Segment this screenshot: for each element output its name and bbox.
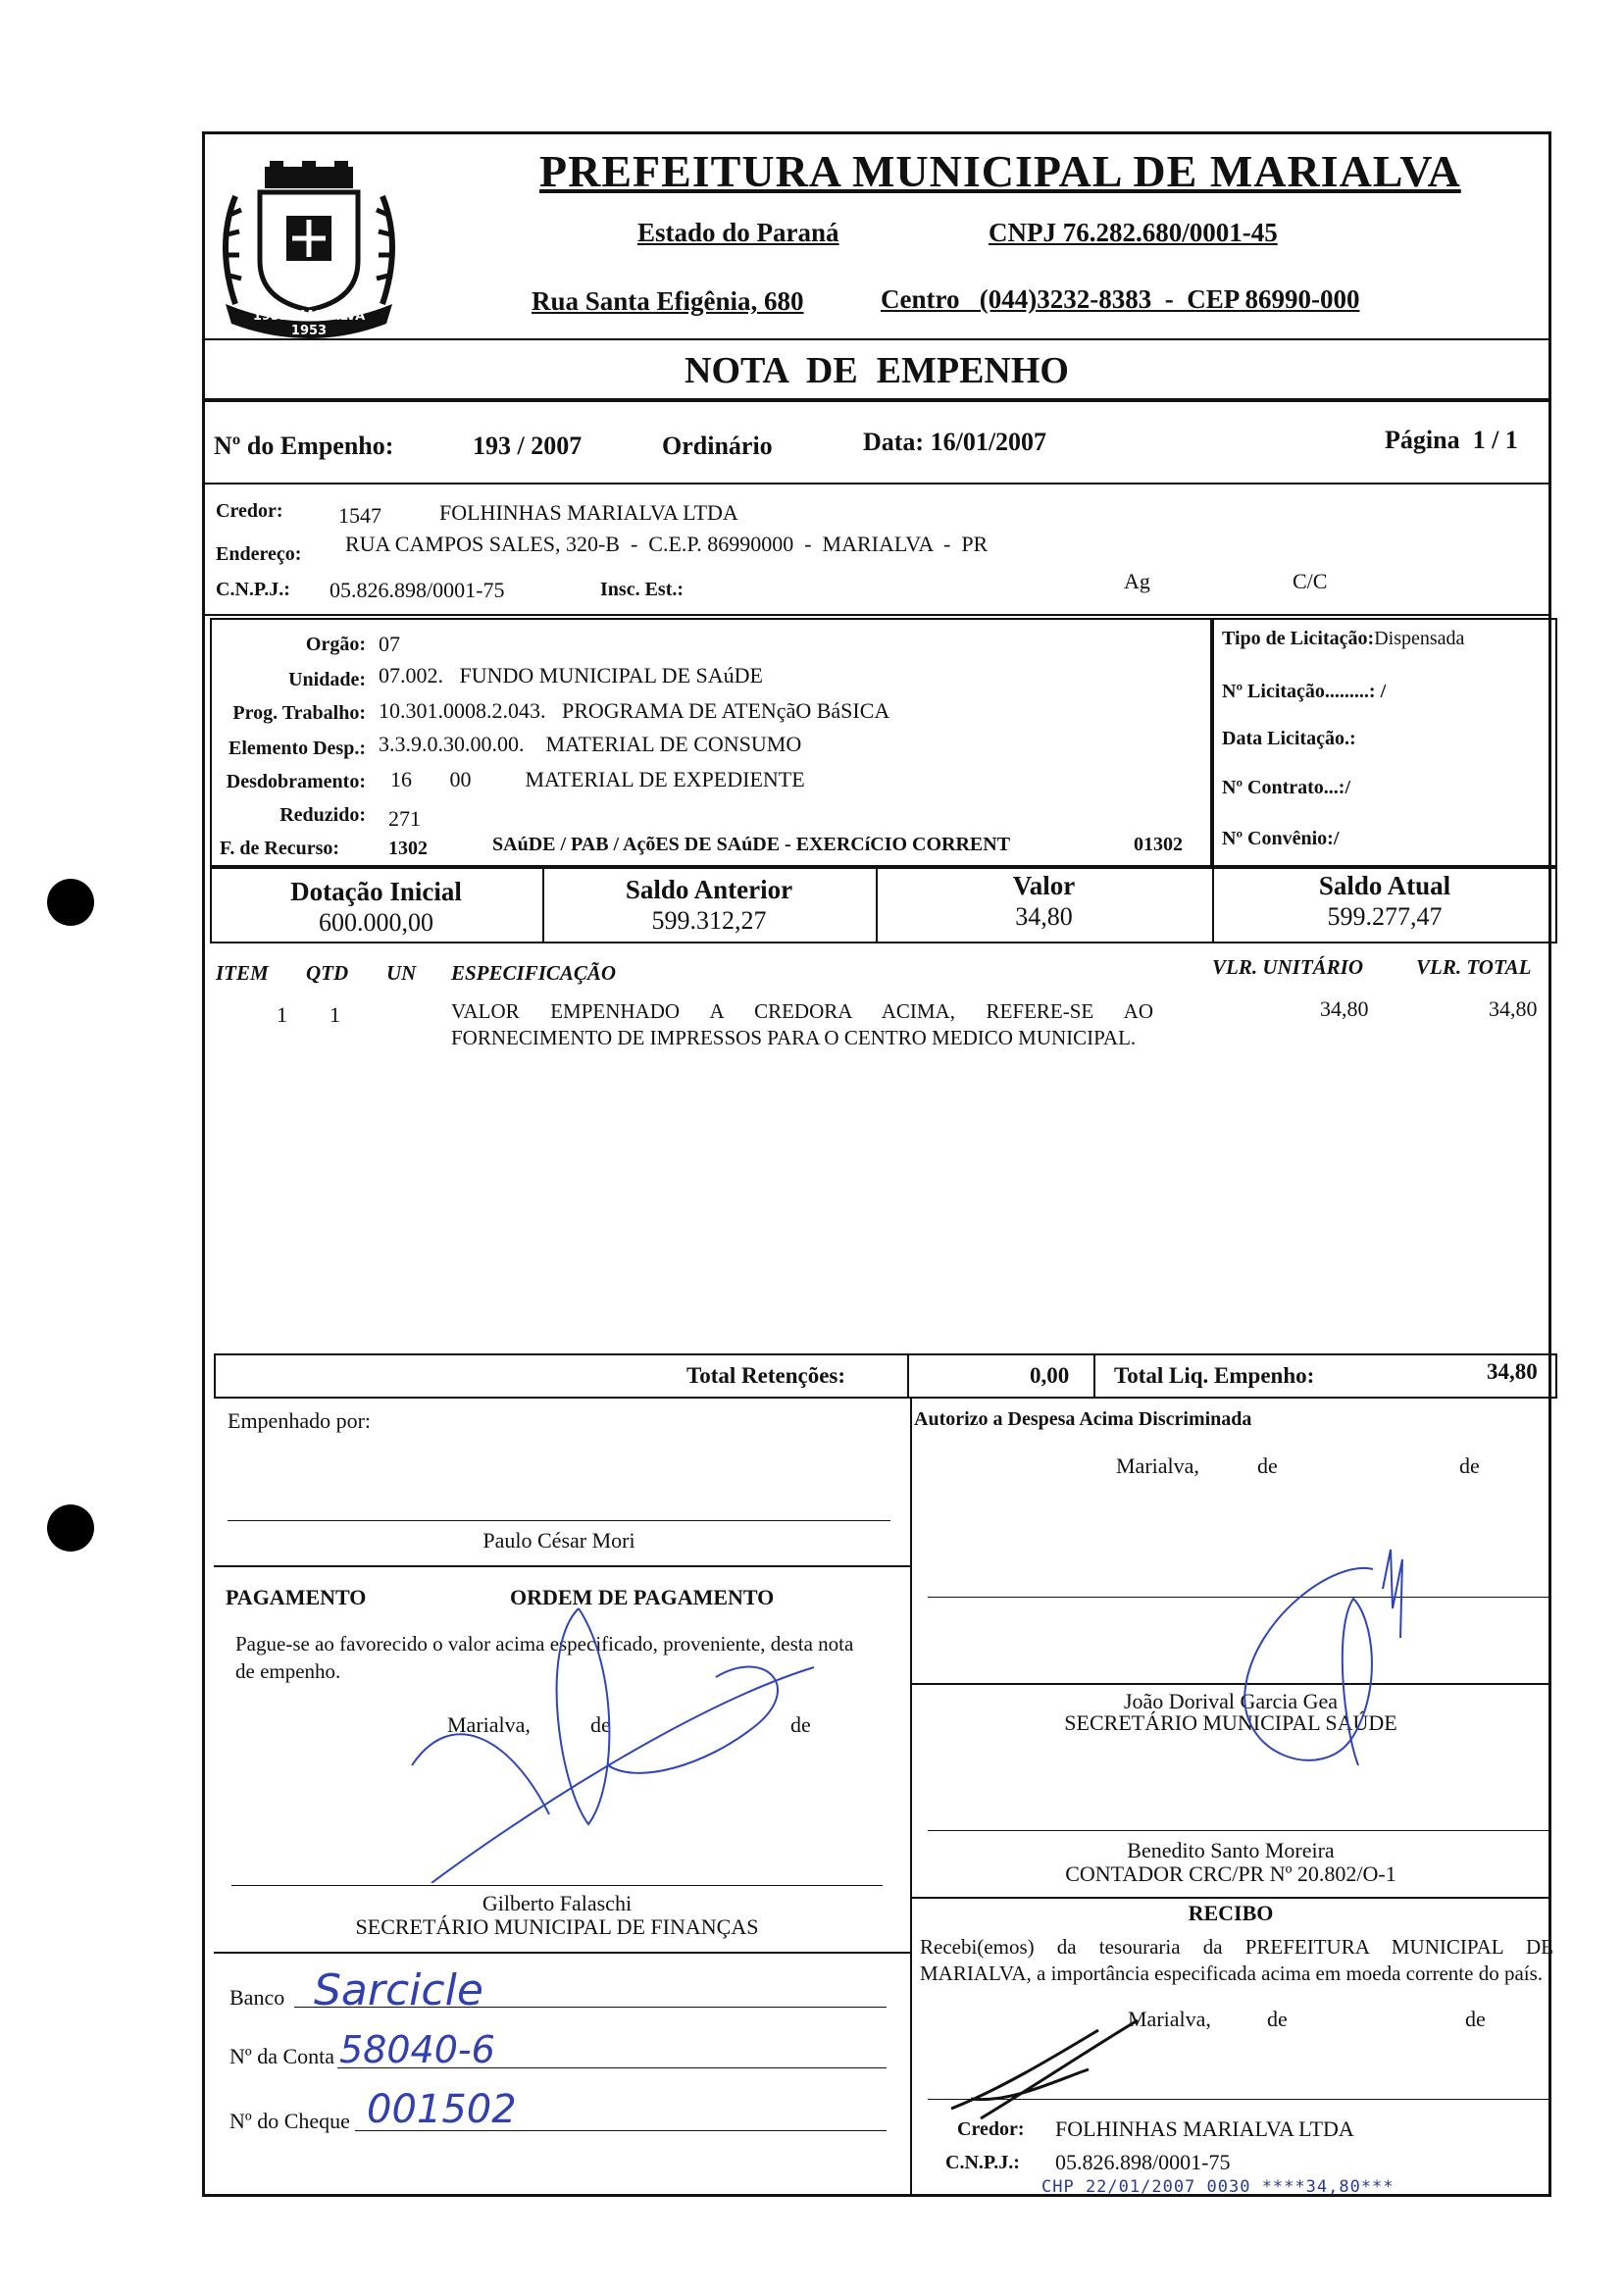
pagamento-label: PAGAMENTO <box>226 1585 367 1609</box>
coat-of-arms-logo <box>206 157 412 343</box>
empenho-number: 193 / 2007 <box>473 432 583 460</box>
divider <box>910 1399 912 2197</box>
col-header-vlr-unitario: VLR. UNITÁRIO <box>1212 955 1364 979</box>
orgao-label: Orgão: <box>305 634 366 655</box>
address-contact: Centro (044)3232-8383 - CEP 86990-000 <box>881 284 1360 314</box>
conta-line <box>337 2067 887 2068</box>
page-indicator: Página 1 / 1 <box>1385 426 1518 454</box>
row-especificacao: VALOR EMPENHADO A CREDORA ACIMA, REFERE-SE AO FORNECIMENTO DE IMPRESSOS PARA O CENTRO MEDICO MUNICIPAL. <box>451 999 1153 1049</box>
pagamento-city: Marialva, <box>447 1712 531 1737</box>
signature-pagamento <box>392 1589 834 1883</box>
contador-name: Benedito Santo Moreira <box>1127 1838 1335 1862</box>
col-header-un: UN <box>386 961 417 985</box>
autorizo-city: Marialva, <box>1116 1453 1199 1478</box>
recibo-city: Marialva, <box>1128 2007 1211 2031</box>
credor-name: FOLHINHAS MARIALVA LTDA <box>439 500 738 525</box>
endereco-value: RUA CAMPOS SALES, 320-B - C.E.P. 86990000 - MARIALVA - PR <box>345 532 989 556</box>
empenho-date: Data: 16/01/2007 <box>863 428 1047 456</box>
cnpj-value: 05.826.898/0001-75 <box>330 578 505 602</box>
pagamento-de1: de <box>590 1712 611 1737</box>
autorizo-de1: de <box>1257 1453 1278 1478</box>
cheque-label: Nº do Cheque <box>229 2109 350 2133</box>
recibo-de1: de <box>1267 2007 1288 2031</box>
row-item: 1 <box>277 1002 287 1027</box>
banco-label: Banco <box>229 1985 285 2010</box>
divider <box>214 1565 910 1567</box>
document-title: NOTA DE EMPENHO <box>685 350 1069 391</box>
reduzido-label: Reduzido: <box>279 804 366 826</box>
valor-value: 34,80 <box>1015 902 1073 931</box>
desdobramento-value: 16 00 MATERIAL DE EXPEDIENTE <box>390 767 805 791</box>
pagamento-text: Pague-se ao favorecido o valor acima especificado, proveniente, desta nota de empenho. <box>235 1632 854 1683</box>
fonte-recurso-label: F. de Recurso: <box>220 838 340 859</box>
valor-label: Valor <box>1012 871 1076 900</box>
col-header-qtd: QTD <box>306 961 349 985</box>
autorizo-de2: de <box>1459 1453 1480 1478</box>
cheque-value: 001502 <box>367 2087 517 2132</box>
divider <box>202 398 1551 402</box>
account-label: C/C <box>1293 569 1328 593</box>
reduzido-value: 271 <box>388 806 421 831</box>
col-header-item: ITEM <box>216 961 269 985</box>
agency-label: Ag <box>1124 569 1150 593</box>
orgao-value: 07 <box>379 632 400 656</box>
signature-line <box>228 1520 890 1521</box>
saldo-atual-label: Saldo Atual <box>1318 871 1451 900</box>
recibo-text: Recebi(emos) da tesouraria da PREFEITURA MUNICIPAL DE MARIALVA, a importância especificada acima em moeda corrente do país. <box>920 1935 1553 1985</box>
col-header-vlr-total: VLR. TOTAL <box>1416 955 1532 979</box>
prog-trabalho-value: 10.301.0008.2.043. PROGRAMA DE ATENçãO BáSICA <box>379 698 890 723</box>
credor-code: 1547 <box>338 503 381 528</box>
saldo-atual-value: 599.277,47 <box>1327 902 1443 931</box>
empenhado-por-name: Paulo César Mori <box>482 1528 635 1553</box>
signature-line <box>928 1830 1551 1831</box>
punch-hole-top <box>47 879 94 926</box>
empenho-number-label: Nº do Empenho: <box>214 432 394 460</box>
numero-contrato: Nº Contrato...:/ <box>1222 777 1351 798</box>
banco-line <box>294 2007 887 2008</box>
autorizo-label: Autorizo a Despesa Acima Discriminada <box>914 1408 1252 1430</box>
empenhado-por-label: Empenhado por: <box>228 1408 372 1433</box>
ordem-pagamento-label: ORDEM DE PAGAMENTO <box>510 1585 775 1609</box>
secretario-financas-name: Gilberto Falaschi <box>482 1891 633 1915</box>
conta-value: 58040-6 <box>339 2028 495 2071</box>
total-retencoes-label: Total Retenções: <box>686 1363 846 1388</box>
pagamento-de2: de <box>790 1712 811 1737</box>
conta-label: Nº da Conta <box>229 2044 335 2068</box>
punch-hole-bottom <box>47 1504 94 1552</box>
divider <box>910 1897 1551 1899</box>
divider <box>202 338 1551 340</box>
signature-autorizo <box>1138 1530 1432 1795</box>
total-liq-value: 34,80 <box>1487 1359 1538 1384</box>
street-address: Rua Santa Efigênia, 680 <box>532 286 804 316</box>
tipo-licitacao <box>1222 628 1464 650</box>
cnpj-label: C.N.P.J.: <box>216 579 290 600</box>
fonte-recurso-value: 1302 <box>388 838 428 859</box>
tipo-licitacao-label: Tipo de Licitação: <box>1222 628 1375 649</box>
prog-trabalho-label: Prog. Trabalho: <box>232 702 366 724</box>
tipo-licitacao-value: Dispensada <box>1374 628 1465 649</box>
dotacao-inicial-label: Dotação Inicial <box>290 877 462 906</box>
unidade-value: 07.002. FUNDO MUNICIPAL DE SAúDE <box>379 663 763 688</box>
divider <box>202 614 1551 616</box>
divider <box>907 1353 909 1399</box>
seal-banner-text: 1951 MARIALVA 1953 <box>252 309 366 338</box>
signature-line <box>231 1885 883 1886</box>
totals-box <box>214 1353 1557 1399</box>
divider <box>202 483 1551 484</box>
recibo-title: RECIBO <box>1188 1901 1274 1925</box>
bank-stamp: CHP 22/01/2007 0030 ****34,80*** <box>1041 2177 1395 2197</box>
divider <box>1093 1353 1095 1399</box>
fonte-recurso-code: 01302 <box>1134 834 1183 855</box>
row-qtd: 1 <box>330 1002 340 1027</box>
elemento-value: 3.3.9.0.30.00.00. MATERIAL DE CONSUMO <box>379 732 802 756</box>
insc-est-label: Insc. Est.: <box>600 579 685 600</box>
fonte-recurso-desc: SAúDE / PAB / AçõES DE SAúDE - EXERCíCIO CORRENT <box>492 834 1011 855</box>
data-licitacao: Data Licitação.: <box>1222 728 1356 749</box>
saldo-anterior-value: 599.312,27 <box>651 906 767 935</box>
signature-recibo <box>941 2011 1157 2128</box>
numero-licitacao: Nº Licitação.........: / <box>1222 681 1387 702</box>
elemento-label: Elemento Desp.: <box>228 738 366 759</box>
saldo-anterior-label: Saldo Anterior <box>625 875 793 904</box>
recibo-cnpj-label: C.N.P.J.: <box>945 2152 1020 2173</box>
cheque-line <box>355 2130 887 2131</box>
secretario-saude-title: SECRETÁRIO MUNICIPAL SAÚDE <box>1064 1710 1397 1735</box>
divider <box>214 1952 910 1954</box>
row-vlr-unitario: 34,80 <box>1320 996 1369 1021</box>
state-name: Estado do Paraná <box>637 218 839 247</box>
unidade-label: Unidade: <box>288 669 366 690</box>
col-header-especificacao: ESPECIFICAÇÃO <box>451 961 617 985</box>
secretario-financas-title: SECRETÁRIO MUNICIPAL DE FINANÇAS <box>355 1914 759 1939</box>
desdobramento-label: Desdobramento: <box>226 771 366 792</box>
recibo-de2: de <box>1465 2007 1486 2031</box>
dotacao-inicial-value: 600.000,00 <box>319 908 433 937</box>
contador-title: CONTADOR CRC/PR Nº 20.802/O-1 <box>1065 1861 1396 1886</box>
empenho-type: Ordinário <box>662 432 773 460</box>
credor-label: Credor: <box>216 500 283 522</box>
recibo-credor-label: Credor: <box>957 2118 1025 2140</box>
recibo-cnpj-value: 05.826.898/0001-75 <box>1055 2150 1231 2174</box>
total-liq-label: Total Liq. Empenho: <box>1114 1363 1315 1388</box>
total-retencoes-value: 0,00 <box>1030 1363 1070 1388</box>
banco-value: Sarcicle <box>314 1965 483 2015</box>
row-vlr-total: 34,80 <box>1489 996 1538 1021</box>
recibo-credor-value: FOLHINHAS MARIALVA LTDA <box>1055 2116 1354 2141</box>
numero-convenio: Nº Convênio:/ <box>1222 828 1340 849</box>
municipality-title: PREFEITURA MUNICIPAL DE MARIALVA <box>539 146 1461 196</box>
endereco-label: Endereço: <box>216 543 302 565</box>
secretario-saude-name: João Dorival Garcia Gea <box>1123 1689 1339 1713</box>
header-cnpj: CNPJ 76.282.680/0001-45 <box>989 218 1278 247</box>
